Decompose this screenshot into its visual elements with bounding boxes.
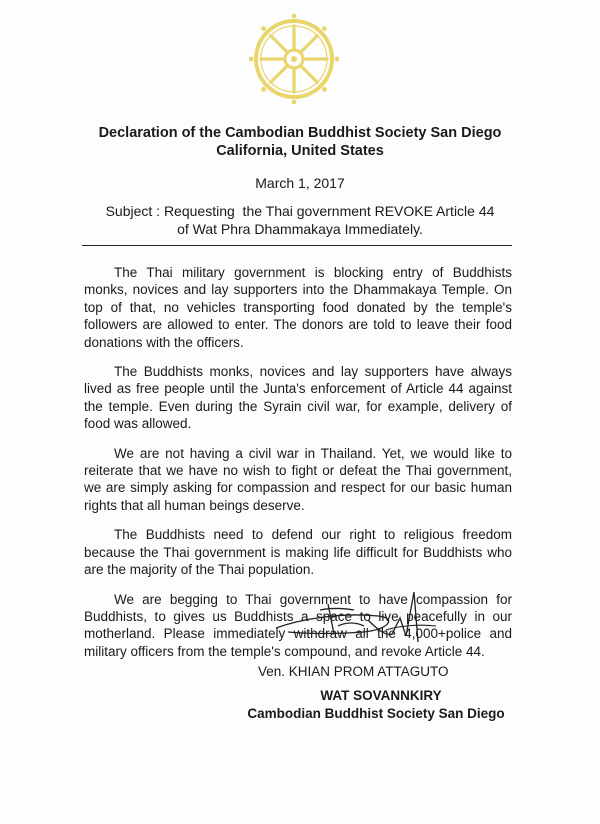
title-line-1: Declaration of the Cambodian Buddhist Society San Diego: [98, 125, 502, 141]
wheel-handle: [322, 26, 327, 31]
wheel-spoke: [301, 66, 317, 82]
paragraph: The Thai military government is blocking entry of Buddhists monks, novices and lay supporters into the Dhammakaya Temple. On top of that, no vehicles transporting food donated by the temple's followers are allowed to enter. The donors are told to leave their food donations with the officers.: [84, 265, 512, 350]
wheel-handle: [292, 14, 297, 18]
wheel-handle: [335, 57, 339, 62]
paragraph: We are begging to Thai government to have compassion for Buddhists, to gives us Buddhists a space to live peacefully in our motherland. Please immediately withdraw all the 4,000+police and military officers from the temple's compound, and revoke Article 44.: [84, 591, 512, 659]
org-line-1: WAT SOVANNKIRY: [320, 688, 442, 703]
divider: [82, 245, 512, 246]
wheel-handle: [292, 100, 297, 104]
subject: [0, 202, 600, 238]
wheel-handle: [261, 26, 266, 31]
wheel-center: [291, 56, 297, 62]
wheel-spoke: [301, 36, 317, 52]
wheel-spoke: [271, 66, 287, 82]
paragraph: We are not having a civil war in Thailand. Yet, we would like to reiterate that we have no wish to fight or defeat the Thai government, we are simply asking for compassion and respect for our basic human rights that all human beings deserve.: [84, 445, 512, 513]
wheel-handle: [261, 87, 266, 92]
title-line-2: California, United States: [216, 143, 384, 159]
dharma-wheel-icon: [249, 14, 339, 104]
wheel-handle: [249, 57, 253, 62]
document-date: March 1, 2017: [255, 175, 345, 191]
wheel-handle: [322, 87, 327, 92]
paragraph: The Buddhists need to defend our right to religious freedom because the Thai government is making life difficult for Buddhists who are the majority of the Thai population.: [84, 527, 512, 578]
subject-line-2: of Wat Phra Dhammakaya Immediately.: [177, 221, 423, 237]
organization-block: [245, 687, 507, 723]
subject-line-1: Subject : Requesting the Thai government REVOKE Article 44: [105, 203, 495, 219]
document-title: [0, 124, 600, 160]
signer-name: Ven. KHIAN PROM ATTAGUTO: [258, 664, 449, 679]
wheel-spoke: [271, 36, 287, 52]
org-line-2: Cambodian Buddhist Society San Diego: [247, 706, 505, 721]
paragraph: The Buddhists monks, novices and lay supporters have always lived as free people until the Junta's enforcement of Article 44 against the temple. Even during the Syrain civil war, for example, delivery of food was allowed.: [84, 364, 512, 432]
signature: [268, 590, 440, 646]
